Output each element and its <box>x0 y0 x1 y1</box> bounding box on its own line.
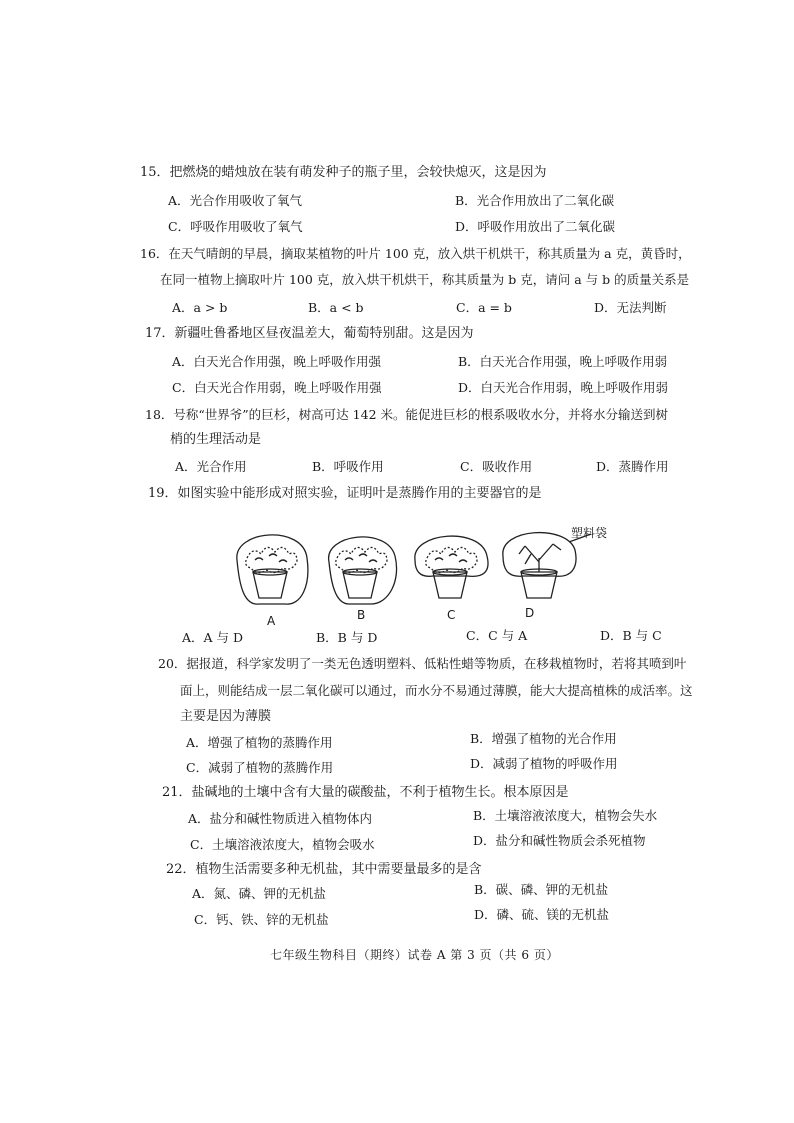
q19-option-a: A．A 与 D <box>182 630 244 645</box>
q18-option-b: B．呼吸作用 <box>312 459 384 474</box>
q15-option-a: A．光合作用吸收了氧气 <box>168 193 303 208</box>
q17-option-c: C．白天光合作用弱，晚上呼吸作用强 <box>172 380 382 395</box>
question-18-stem-line2: 梢的生理活动是 <box>170 432 262 447</box>
q21-option-a: A．盐分和碱性物质进入植物体内 <box>188 811 373 826</box>
q20-option-b: B．增强了植物的光合作用 <box>470 731 617 746</box>
q15-option-c: C．呼吸作用吸收了氧气 <box>168 219 303 234</box>
q15-option-b: B．光合作用放出了二氧化碳 <box>455 193 615 208</box>
plastic-bag-label: 塑料袋 <box>571 526 608 540</box>
plant-d-leafless-bagged <box>503 533 591 598</box>
figure-label-b: B <box>357 608 366 622</box>
question-21-stem: 21．盐碱地的土壤中含有大量的碳酸盐，不利于植物生长。根本原因是 <box>162 785 569 800</box>
q21-option-c: C．土壤溶液浓度大，植物会吸水 <box>190 837 375 852</box>
q18-option-a: A．光合作用 <box>175 459 247 474</box>
question-17-stem: 17．新疆吐鲁番地区昼夜温差大，葡萄特别甜。这是因为 <box>145 326 474 341</box>
q19-option-d: D．B 与 C <box>600 628 662 643</box>
q22-option-a: A．氮、磷、钾的无机盐 <box>192 886 327 901</box>
q17-option-d: D．白天光合作用弱，晚上呼吸作用弱 <box>458 380 669 395</box>
question-20-stem-line3: 主要是因为薄膜 <box>180 709 272 724</box>
q20-option-d: D．减弱了植物的呼吸作用 <box>470 756 618 771</box>
question-22-stem: 22．植物生活需要多种无机盐，其中需要量最多的是含 <box>166 862 482 877</box>
q22-option-c: C．钙、铁、锌的无机盐 <box>194 912 329 927</box>
q20-option-c: C．减弱了植物的蒸腾作用 <box>186 760 334 775</box>
q18-option-d: D．蒸腾作用 <box>596 459 669 474</box>
q17-option-a: A．白天光合作用强，晚上呼吸作用强 <box>172 354 382 369</box>
q19-option-c: C．C 与 A <box>466 628 528 643</box>
question-19-stem: 19．如图实验中能形成对照实验，证明叶是蒸腾作用的主要器官的是 <box>148 486 542 501</box>
plant-a-bagged-whole <box>237 535 308 604</box>
question-16-stem-line1: 16．在天气晴朗的早晨，摘取某植物的叶片 100 克，放入烘干机烘干，称其质量为 a 克，黄昏时， <box>140 246 691 261</box>
q21-option-d: D．盐分和碱性物质会杀死植物 <box>473 833 646 848</box>
q16-option-a: A．a > b <box>172 300 228 315</box>
plant-experiment-figure <box>225 520 645 630</box>
figure-label-c: C <box>447 608 456 622</box>
question-15-stem: 15．把燃烧的蜡烛放在装有萌发种子的瓶子里，会较快熄灭，这是因为 <box>140 165 547 180</box>
question-16-stem-line2: 在同一植物上摘取叶片 100 克，放入烘干机烘干，称其质量为 b 克，请问 a 与 b 的质量关系是 <box>160 272 690 287</box>
plant-b-bagged-whole <box>329 537 397 604</box>
q17-option-b: B．白天光合作用强，晚上呼吸作用弱 <box>458 354 668 369</box>
q16-option-d: D．无法判断 <box>594 300 667 315</box>
question-20-stem-line1: 20．据报道，科学家发明了一类无色透明塑料、低粘性蜡等物质，在移栽植物时，若将其喷到叶 <box>158 656 687 671</box>
plant-c-bagged-leaves <box>415 536 488 598</box>
q20-option-a: A．增强了植物的蒸腾作用 <box>186 735 333 750</box>
question-18-stem-line1: 18．号称“世界爷”的巨杉，树高可达 142 米。能促进巨杉的根系吸收水分，并将水分输送到树 <box>145 407 668 422</box>
q22-option-b: B．碳、磷、钾的无机盐 <box>474 882 609 897</box>
q15-option-d: D．呼吸作用放出了二氧化碳 <box>455 219 616 234</box>
q22-option-d: D．磷、硫、镁的无机盐 <box>474 907 610 922</box>
figure-label-a: A <box>267 614 276 628</box>
question-20-stem-line2: 面上，则能结成一层二氧化碳可以通过，而水分不易通过薄膜，能大大提高植株的成活率。这 <box>180 683 693 698</box>
q21-option-b: B．土壤溶液浓度大，植物会失水 <box>473 808 658 823</box>
q16-option-c: C．a = b <box>456 300 512 315</box>
figure-label-d: D <box>525 606 535 620</box>
q16-option-b: B．a < b <box>308 300 364 315</box>
page-footer: 七年级生物科目（期终）试卷 A 第 3 页（共 6 页） <box>270 948 559 962</box>
q19-option-b: B．B 与 D <box>316 630 378 645</box>
q18-option-c: C．吸收作用 <box>460 459 533 474</box>
